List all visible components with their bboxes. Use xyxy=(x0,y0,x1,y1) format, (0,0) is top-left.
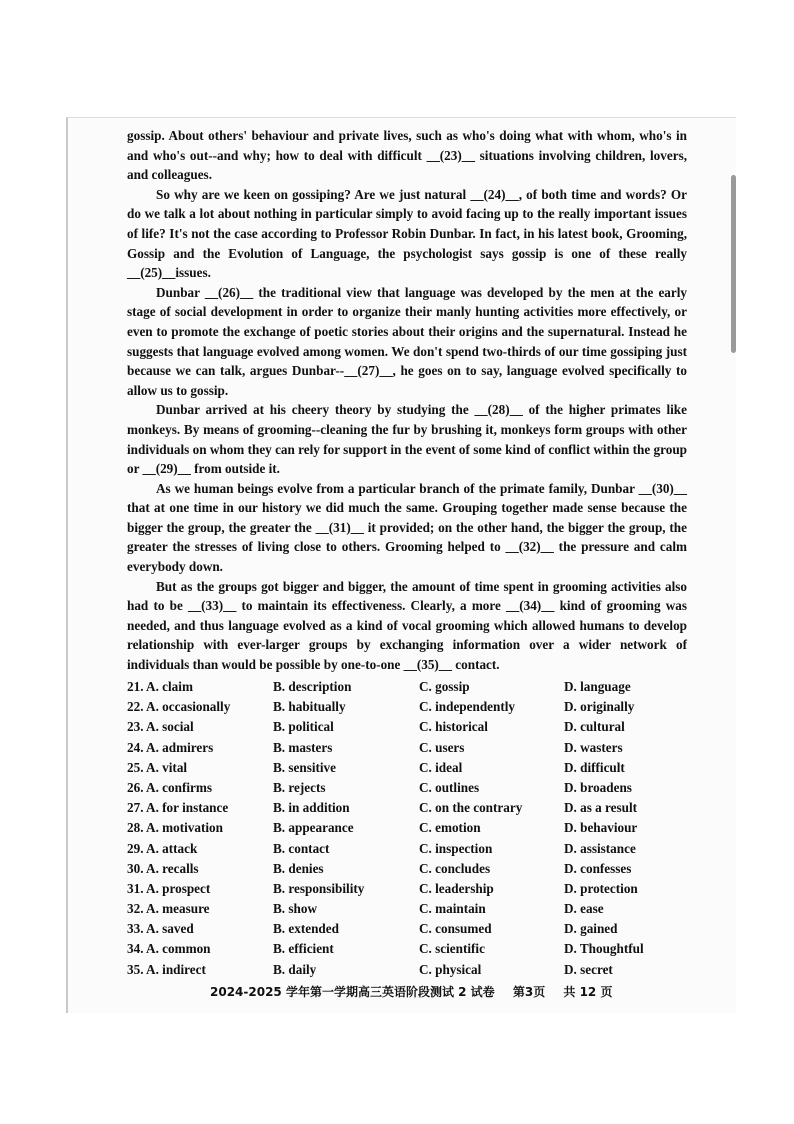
passage-paragraph: Dunbar arrived at his cheery theory by studying the __(28)__ of the higher primates like monkeys. By means of grooming--cleaning the fur by brushing it, monkeys form groups with other individuals on whom they can rely for support in the event of some kind of conflict within the group or __(29)__ from outside it. xyxy=(127,402,687,477)
question-row xyxy=(127,760,687,780)
option-b: B. appearance xyxy=(273,820,354,836)
option-c: C. on the contrary xyxy=(419,800,523,816)
option-d: D. protection xyxy=(564,880,638,896)
option-d: D. gained xyxy=(564,921,618,937)
option-b: B. responsibility xyxy=(273,880,365,896)
option-c: C. users xyxy=(419,739,465,755)
option-b: B. show xyxy=(273,901,317,917)
option-a: 27. A. for instance xyxy=(127,800,229,816)
option-d: D. secret xyxy=(564,961,613,977)
option-c: C. outlines xyxy=(419,779,480,795)
option-b: B. contact xyxy=(273,840,330,856)
page-total: 共 12 页 xyxy=(563,985,613,999)
option-b: B. daily xyxy=(273,961,317,977)
passage-paragraph: But as the groups got bigger and bigger, the amount of time spent in grooming activities also had to be __(33)__ to maintain its effectiveness. Clearly, a more __(34)__ kind of grooming was needed, and thus language evolved as a kind of vocal grooming which allowed humans to develop relationship with ever-larger groups by exchanging information over a wider network of individuals than would be possible by one-to-one __(35)__ contact. xyxy=(127,578,687,673)
option-a: 33. A. saved xyxy=(127,921,194,937)
option-c: C. scientific xyxy=(419,941,485,957)
question-row xyxy=(127,800,687,820)
question-row xyxy=(127,679,687,699)
option-d: D. difficult xyxy=(564,759,625,775)
page-footer xyxy=(210,983,626,1000)
option-a: 32. A. measure xyxy=(127,901,210,917)
question-row xyxy=(127,719,687,739)
option-a: 24. A. admirers xyxy=(127,739,214,755)
option-d: D. as a result xyxy=(564,800,638,816)
option-a: 31. A. prospect xyxy=(127,880,211,896)
option-a: 30. A. recalls xyxy=(127,860,199,876)
option-d: D. ease xyxy=(564,901,604,917)
option-a: 25. A. vital xyxy=(127,759,188,775)
passage-paragraph: As we human beings evolve from a particular branch of the primate family, Dunbar __(30)__ that at one time in our history we did much the same. Grouping together made sense because the bigger the group, the greater the __(31)__ it provided; on the other hand, the bigger the group, the greater the stresses of living close to others. Grooming helped to __(32)__ the pressure and calm everybody down. xyxy=(127,480,687,575)
question-row xyxy=(127,921,687,941)
passage-paragraph: gossip. About others' behaviour and private lives, such as who's doing what with whom, who's in and who's out--and why; how to deal with difficult __(23)__ situations involving children, lovers, and colleagues. xyxy=(127,128,687,183)
question-row xyxy=(127,901,687,921)
option-c: C. independently xyxy=(419,699,515,715)
option-d: D. language xyxy=(564,679,631,694)
option-c: C. leadership xyxy=(419,880,494,896)
option-a: 22. A. occasionally xyxy=(127,699,231,715)
passage-paragraph: So why are we keen on gossiping? Are we just natural __(24)__, of both time and words? Or do we talk a lot about nothing in particular simply to avoid facing up to the really important issues of life? It's not the case according to Professor Robin Dunbar. In fact, in his latest book, Grooming, Gossip and the Evolution of Language, the psychologist says gossip is one of these really __(25)__issues. xyxy=(127,186,687,281)
question-row xyxy=(127,881,687,901)
passage xyxy=(127,126,687,675)
page-number: 第3页 xyxy=(512,985,546,999)
option-d: D. cultural xyxy=(564,719,625,735)
option-c: C. concludes xyxy=(419,860,491,876)
option-b: B. sensitive xyxy=(273,759,337,775)
option-b: B. masters xyxy=(273,739,333,755)
option-a: 28. A. motivation xyxy=(127,820,223,836)
option-c: C. maintain xyxy=(419,901,486,917)
option-c: C. consumed xyxy=(419,921,492,937)
option-b: B. denies xyxy=(273,860,324,876)
option-b: B. description xyxy=(273,679,352,694)
option-c: C. ideal xyxy=(419,759,463,775)
option-a: 29. A. attack xyxy=(127,840,198,856)
option-d: D. confesses xyxy=(564,860,632,876)
option-b: B. political xyxy=(273,719,334,735)
option-b: B. habitually xyxy=(273,699,346,715)
question-row xyxy=(127,962,687,982)
option-c: C. historical xyxy=(419,719,488,735)
option-b: B. rejects xyxy=(273,779,326,795)
option-c: C. inspection xyxy=(419,840,493,856)
question-row xyxy=(127,780,687,800)
exam-title: 2024-2025 学年第一学期高三英语阶段测试 2 试卷 xyxy=(210,985,495,999)
question-row xyxy=(127,841,687,861)
option-d: D. broadens xyxy=(564,779,632,795)
option-b: B. extended xyxy=(273,921,339,937)
option-a: 21. A. claim xyxy=(127,679,193,694)
option-d: D. wasters xyxy=(564,739,623,755)
question-row xyxy=(127,941,687,961)
question-row xyxy=(127,699,687,719)
option-c: C. gossip xyxy=(419,679,470,694)
question-row xyxy=(127,740,687,760)
option-d: D. behaviour xyxy=(564,820,638,836)
option-a: 35. A. indirect xyxy=(127,961,206,977)
question-row xyxy=(127,820,687,840)
option-d: D. originally xyxy=(564,699,635,715)
option-d: D. Thoughtful xyxy=(564,941,644,957)
option-a: 26. A. confirms xyxy=(127,779,212,795)
option-d: D. assistance xyxy=(564,840,636,856)
option-b: B. efficient xyxy=(273,941,334,957)
option-c: C. physical xyxy=(419,961,482,977)
question-row xyxy=(127,861,687,881)
option-c: C. emotion xyxy=(419,820,481,836)
scrollbar[interactable] xyxy=(731,175,736,353)
option-a: 23. A. social xyxy=(127,719,194,735)
option-a: 34. A. common xyxy=(127,941,211,957)
option-b: B. in addition xyxy=(273,800,350,816)
passage-paragraph: Dunbar __(26)__ the traditional view that language was developed by the men at the early stage of social development in order to organize their manly hunting activities more effectively, or even to promote the exchange of poetic stories about their origins and the supernatural. Instead he suggests that language evolved among women. We don't spend two-thirds of our time gossiping just because we can talk, argues Dunbar--__(27)__, he goes on to say, language evolved specifically to allow us to gossip. xyxy=(127,284,687,398)
answer-options xyxy=(127,679,687,982)
